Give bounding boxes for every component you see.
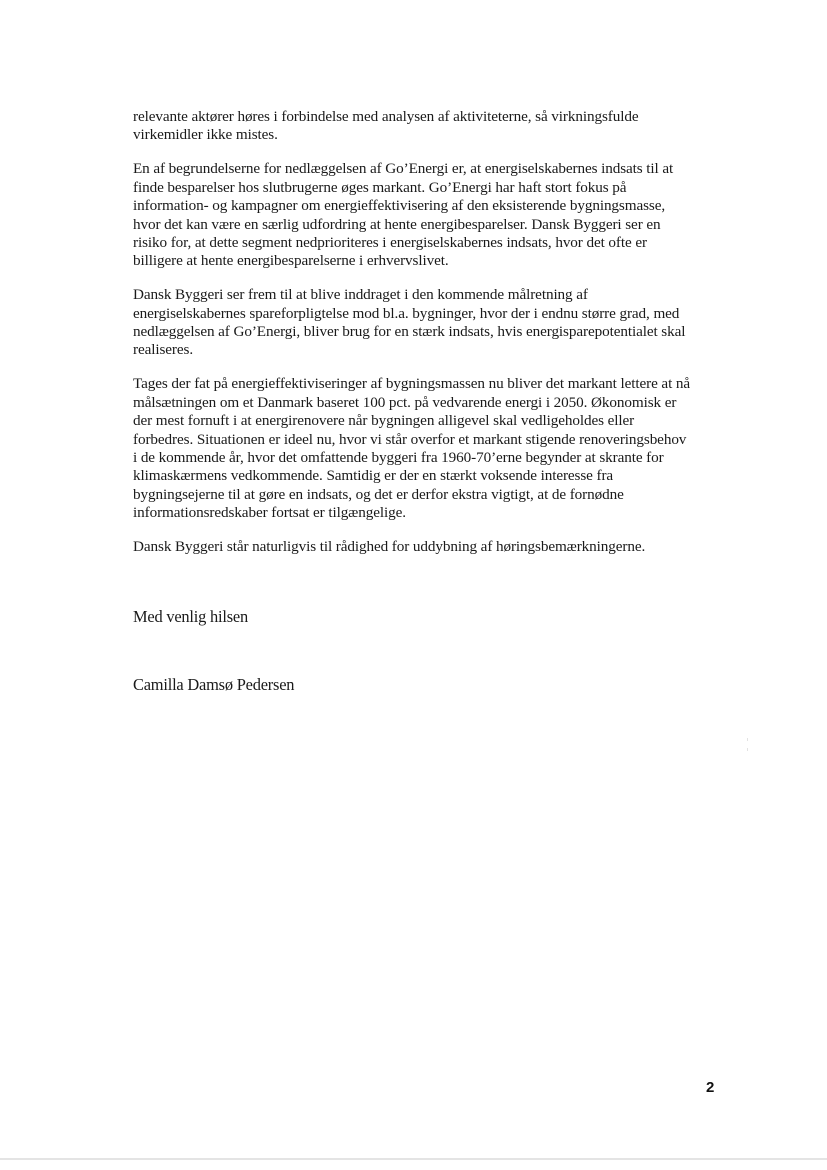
text-line: nedlæggelsen af Go’Energi, bliver brug for en stærk indsats, hvis energisparepotentialet skal xyxy=(133,323,686,341)
text-line: billigere at hente energibesparelserne i erhvervslivet. xyxy=(133,252,449,270)
scan-artifact xyxy=(747,748,748,751)
text-line: virkemidler ikke mistes. xyxy=(133,126,278,144)
paragraph-1 xyxy=(133,108,753,145)
closing-salutation: Med venlig hilsen xyxy=(133,607,248,626)
text-line: finde besparelser hos slutbrugerne øges markant. Go’Energi har haft stort fokus på xyxy=(133,178,627,196)
text-line: forbedres. Situationen er ideel nu, hvor vi står overfor et markant stigende renoveringsbehov xyxy=(133,430,687,448)
text-line: energiselskabernes spareforpligtelse mod bl.a. bygninger, hvor der i endnu større grad, med xyxy=(133,304,680,322)
page-number: 2 xyxy=(706,1079,715,1096)
text-line: informationsredskaber fortsat er tilgængelige. xyxy=(133,504,406,522)
text-line: hvor det kan være en særlig udfordring at hente energibesparelser. Dansk Byggeri ser en xyxy=(133,215,661,233)
text-line: Dansk Byggeri ser frem til at blive inddraget i den kommende målretning af xyxy=(133,286,588,304)
scan-artifact xyxy=(747,738,748,741)
paragraph-5 xyxy=(133,538,753,556)
text-line: bygningsejerne til at gøre en indsats, og det er derfor ekstra vigtigt, at de fornødne xyxy=(133,485,624,503)
page-bottom-edge xyxy=(0,1158,827,1160)
text-line: målsætningen om et Danmark baseret 100 pct. på vedvarende energi i 2050. Økonomisk er xyxy=(133,393,677,411)
text-line: En af begrundelserne for nedlæggelsen af Go’Energi er, at energiselskabernes indsats til at xyxy=(133,160,674,178)
text-line: risiko for, at dette segment nedprioriteres i energiselskabernes indsats, hvor det ofte er xyxy=(133,233,647,251)
text-line: relevante aktører høres i forbindelse med analysen af aktiviteterne, så virkningsfulde xyxy=(133,108,639,125)
text-line: Tages der fat på energieffektiviseringer af bygningsmassen nu bliver det markant lettere at nå xyxy=(133,375,691,393)
text-line: information- og kampagner om energieffektivisering af den eksisterende bygningsmasse, xyxy=(133,197,666,215)
text-line: i de kommende år, hvor det omfattende byggeri fra 1960-70’erne begynder at skrante for xyxy=(133,449,664,466)
text-line: der mest fornuft i at energirenovere når bygningen alligevel skal vedligeholdes eller xyxy=(133,412,635,430)
letter-body xyxy=(133,108,753,572)
text-line: Dansk Byggeri står naturligvis til rådighed for uddybning af høringsbemærkningerne. xyxy=(133,538,646,556)
text-line: klimaskærmens vedkommende. Samtidig er der en stærkt voksende interesse fra xyxy=(133,467,614,485)
paragraph-2 xyxy=(133,160,753,270)
paragraph-4 xyxy=(133,375,753,522)
signature-name: Camilla Damsø Pedersen xyxy=(133,675,295,694)
paragraph-3 xyxy=(133,286,753,360)
text-line: realiseres. xyxy=(133,341,194,359)
